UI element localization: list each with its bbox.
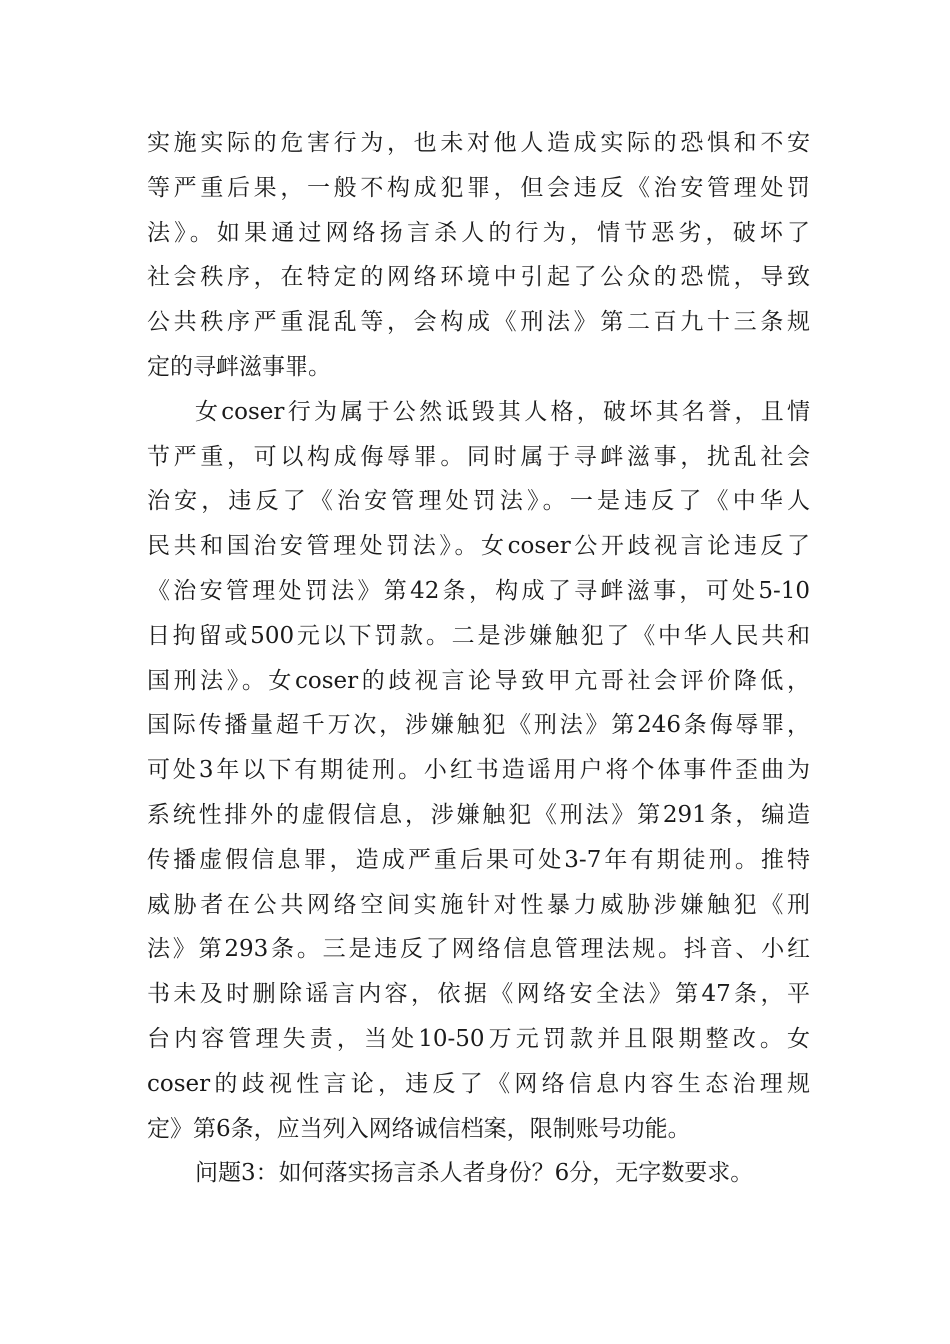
document-body [147, 121, 810, 1196]
paragraph-2 [147, 390, 810, 1152]
paragraph-3-question [147, 1151, 810, 1196]
text-line: 系统性排外的虚假信息，涉嫌触犯《刑法》第291条，编造 [147, 801, 810, 828]
text-line: 治安，违反了《治安管理处罚法》。一是违反了《中华人 [147, 488, 810, 515]
text-line: 实施实际的危害行为，也未对他人造成实际的恐惧和不安 [147, 130, 810, 156]
question-line: 问题3：如何落实扬言杀人者身份？6分，无字数要求。 [195, 1160, 754, 1187]
text-line: 等严重后果，一般不构成犯罪，但会违反《治安管理处罚 [147, 174, 810, 201]
text-line: 社会秩序，在特定的网络环境中引起了公众的恐慌，导致 [147, 264, 810, 291]
text-line: 定》第6条，应当列入网络诚信档案，限制账号功能。 [147, 1115, 691, 1142]
text-line: 定的寻衅滋事罪。 [147, 353, 331, 380]
text-line: 法》。如果通过网络扬言杀人的行为，情节恶劣，破坏了 [147, 219, 810, 246]
text-line: 台内容管理失责，当处10-50万元罚款并且限期整改。女 [147, 1025, 810, 1052]
text-line: 威胁者在公共网络空间实施针对性暴力威胁涉嫌触犯《刑 [147, 891, 810, 918]
text-line: 日拘留或500元以下罚款。二是涉嫌触犯了《中华人民共和 [147, 622, 810, 649]
text-line: 国刑法》。女coser的歧视言论导致甲亢哥社会评价降低， [147, 667, 810, 694]
text-line: 书未及时删除谣言内容，依据《网络安全法》第47条，平 [147, 981, 810, 1008]
text-line: coser的歧视性言论，违反了《网络信息内容生态治理规 [147, 1070, 810, 1097]
paragraph-1 [147, 121, 810, 390]
text-line: 节严重，可以构成侮辱罪。同时属于寻衅滋事，扰乱社会 [147, 443, 810, 470]
text-line: 可处3年以下有期徒刑。小红书造谣用户将个体事件歪曲为 [147, 757, 810, 784]
text-line: 民共和国治安管理处罚法》。女coser公开歧视言论违反了 [147, 533, 810, 560]
text-line: 公共秩序严重混乱等，会构成《刑法》第二百九十三条规 [147, 309, 810, 336]
text-line: 女coser行为属于公然诋毁其人格，破坏其名誉，且情 [195, 398, 810, 425]
text-line: 《治安管理处罚法》第42条，构成了寻衅滋事，可处5-10 [147, 577, 810, 604]
text-line: 国际传播量超千万次，涉嫌触犯《刑法》第246条侮辱罪， [147, 712, 810, 739]
text-line: 法》第293条。三是违反了网络信息管理法规。抖音、小红 [147, 936, 810, 963]
text-line: 传播虚假信息罪，造成严重后果可处3-7年有期徒刑。推特 [147, 846, 810, 873]
